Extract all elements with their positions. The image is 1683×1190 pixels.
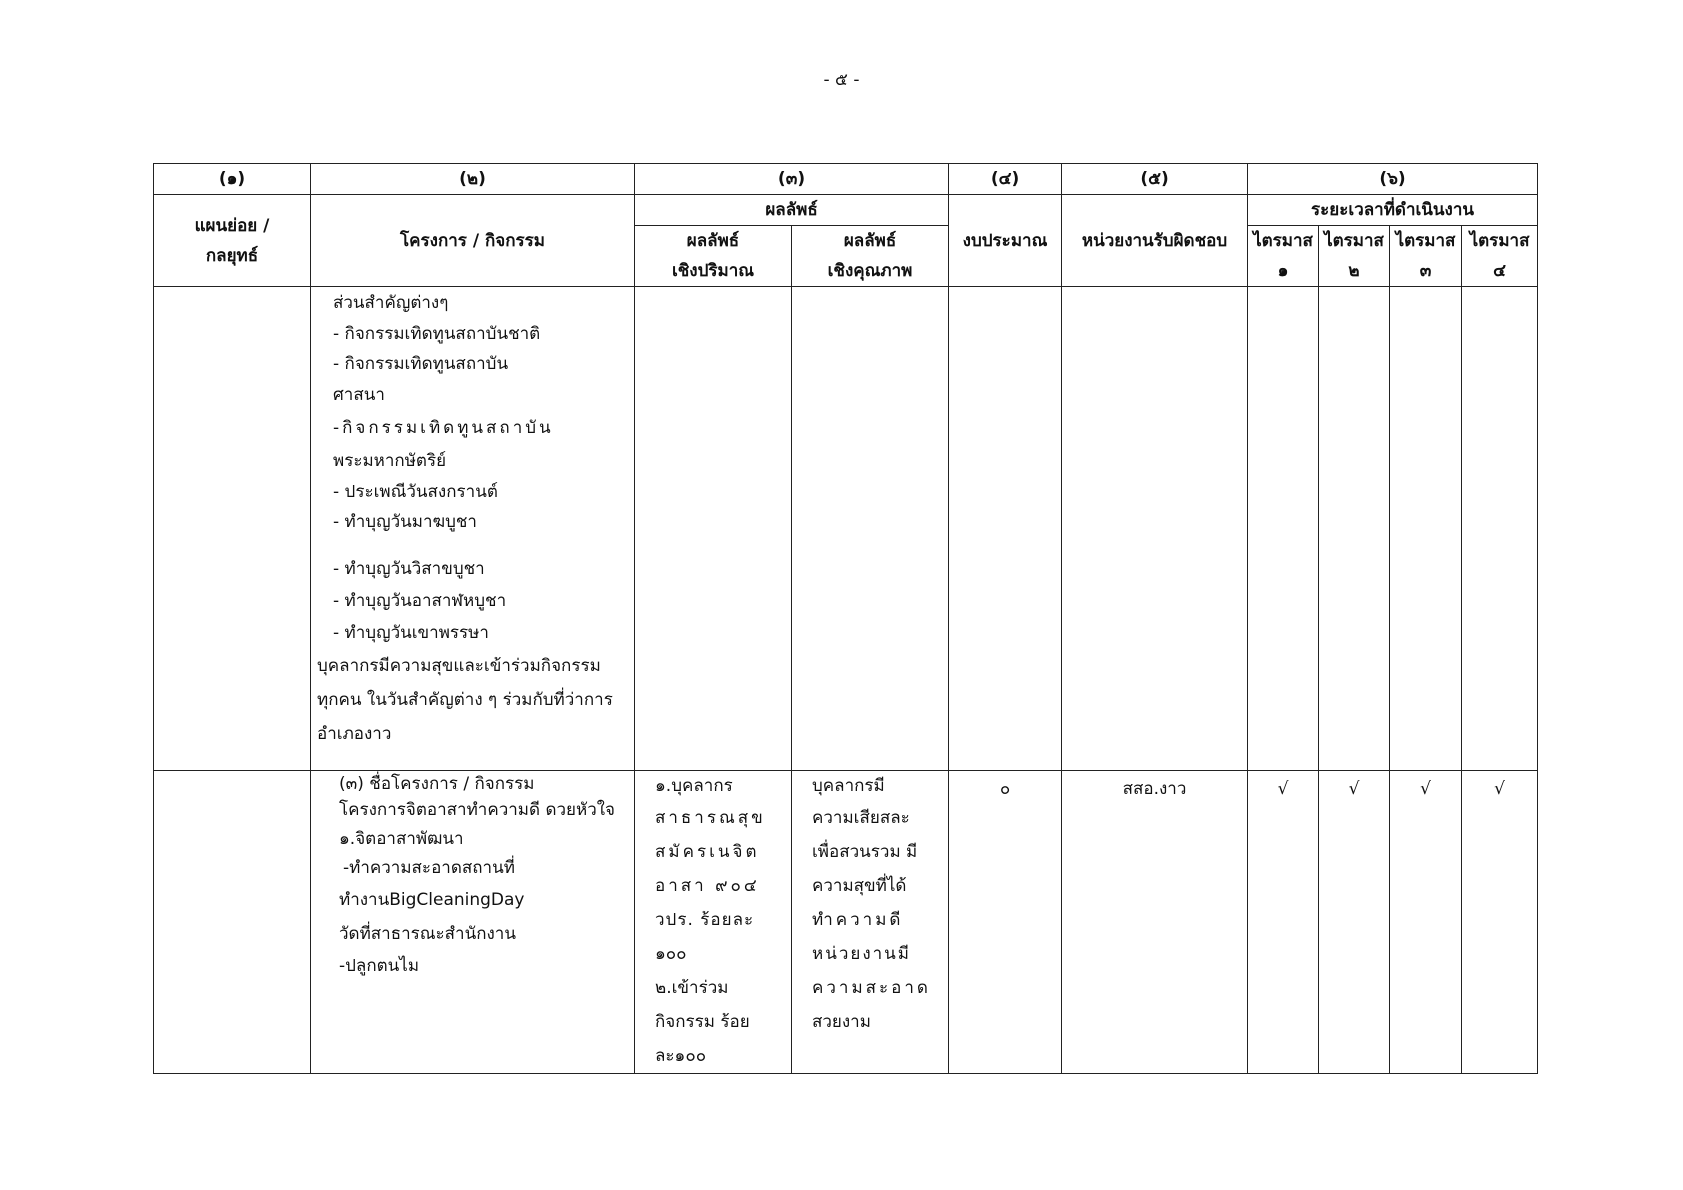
row1-project-line: ทุกคน ในวันสำคัญต่าง ๆ ร่วมกับที่ว่าการ bbox=[317, 690, 613, 710]
row2-quality-line: สวยงาม bbox=[812, 1012, 871, 1032]
plan-table bbox=[153, 163, 1538, 1074]
row1-quarter-3-cell bbox=[1390, 287, 1462, 771]
row2-quarter-1-cell bbox=[1248, 771, 1319, 1074]
row2-quality-cell bbox=[792, 771, 949, 1074]
row2-project-cell bbox=[311, 771, 635, 1074]
row2-quantity-line: สาธารณสุข bbox=[655, 808, 766, 828]
row2-quantity-line: วปร. ร้อยละ bbox=[655, 910, 755, 930]
row2-budget-cell bbox=[949, 771, 1062, 1074]
header-plan bbox=[154, 195, 311, 287]
row1-project-line: - ทำบุญวันเขาพรรษา bbox=[333, 623, 489, 643]
row1-project-cell bbox=[311, 287, 635, 771]
header-project: โครงการ / กิจกรรม bbox=[311, 195, 635, 287]
row2-quantity-line: อาสา ๙๐๔ bbox=[655, 876, 760, 896]
row1-quantity-cell bbox=[635, 287, 792, 771]
header-output: ผลลัพธ์ bbox=[635, 195, 949, 226]
row1-quarter-4-cell bbox=[1462, 287, 1538, 771]
row1-project-line: - กิจกรรมเทิดทูนสถาบัน bbox=[333, 354, 509, 374]
row2-quantity-line: ละ๑๐๐ bbox=[655, 1046, 707, 1066]
header-period: ระยะเวลาที่ดำเนินงาน bbox=[1248, 195, 1538, 226]
row2-quantity-line: กิจกรรม ร้อย bbox=[655, 1012, 750, 1032]
header-output-quantity-line-2: เชิงปริมาณ bbox=[635, 256, 792, 287]
row2-quantity-line: สมัครเนจิต bbox=[655, 842, 760, 862]
header-quarter-4-number: ๔ bbox=[1462, 256, 1538, 287]
row2-quality-line: ความสุขที่ได้ bbox=[812, 876, 907, 896]
row2-project-line: -ทำความสะอาดสถานที่ bbox=[343, 858, 515, 878]
row1-project-line: บุคลากรมีความสุขและเข้าร่วมกิจกรรม bbox=[317, 656, 601, 676]
row2-quality-line: ความเสียสละ bbox=[812, 808, 910, 828]
row1-project-line: - ประเพณีวันสงกรานต์ bbox=[333, 482, 498, 502]
row1-project-line: ศาสนา bbox=[333, 385, 385, 405]
header-quarter-4-label: ไตรมาส bbox=[1462, 226, 1538, 257]
row2-quality-line: ความสะอาด bbox=[812, 978, 931, 998]
header-output-quantity-line-1: ผลลัพธ์ bbox=[635, 226, 792, 257]
check-icon: √ bbox=[1494, 779, 1505, 799]
row1-project-line: อำเภองาว bbox=[317, 724, 392, 744]
row1-budget-cell bbox=[949, 287, 1062, 771]
row2-responsible-value: สสอ.งาว bbox=[1122, 779, 1187, 799]
row2-quality-line: หน่วยงานมี bbox=[812, 944, 912, 964]
row2-project-line: (๓) ชื่อโครงการ / กิจกรรม bbox=[339, 774, 535, 794]
col-number-2: (๒) bbox=[311, 164, 635, 195]
header-quarter-1-label: ไตรมาส bbox=[1248, 226, 1319, 257]
row1-project-line: ส่วนสำคัญต่างๆ bbox=[333, 293, 449, 313]
row1-project-line: พระมหากษัตริย์ bbox=[333, 451, 447, 471]
header-plan-line-2: กลยุทธ์ bbox=[205, 245, 259, 266]
row1-spacer bbox=[319, 537, 634, 553]
row2-quantity-line: ๑.บุคลากร bbox=[655, 776, 733, 796]
col-number-4: (๔) bbox=[949, 164, 1062, 195]
row1-project-line: - กิจกรรมเทิดทูนสถาบันชาติ bbox=[333, 324, 541, 344]
header-quarter-3-label: ไตรมาส bbox=[1390, 226, 1462, 257]
header-budget: งบประมาณ bbox=[949, 195, 1062, 287]
row2-quarter-3-cell bbox=[1390, 771, 1462, 1074]
row2-project-line: ทำงานBigCleaningDay bbox=[339, 890, 525, 910]
row1-plan-cell bbox=[154, 287, 311, 771]
header-quarter-3-number: ๓ bbox=[1390, 256, 1462, 287]
row1-project-line: - ทำบุญวันมาฆบูชา bbox=[333, 512, 477, 532]
check-icon: √ bbox=[1277, 779, 1289, 799]
table-row bbox=[154, 287, 1538, 771]
row2-project-line: โครงการจิตอาสาทำความดี ดวยหัวใจ bbox=[339, 800, 616, 820]
row2-quantity-line: ๑๐๐ bbox=[655, 944, 687, 964]
row2-quantity-cell bbox=[635, 771, 792, 1074]
row2-project-line: -ปลูกตนไม bbox=[339, 956, 420, 976]
header-quarter-2-number: ๒ bbox=[1319, 256, 1390, 287]
header-quarter-1-number: ๑ bbox=[1248, 256, 1319, 287]
header-plan-line-1: แผนย่อย / bbox=[194, 215, 270, 236]
row2-quality-line: ทำความดี bbox=[812, 910, 904, 930]
row1-project-line: -กิจกรรมเทิดทูนสถาบัน bbox=[333, 418, 554, 438]
header-output-quality-line-2: เชิงคุณภาพ bbox=[792, 256, 949, 287]
row1-quarter-1-cell bbox=[1248, 287, 1319, 771]
row2-quarter-2-cell bbox=[1319, 771, 1390, 1074]
col-number-3: (๓) bbox=[635, 164, 949, 195]
row2-project-line: วัดที่สาธารณะสำนักงาน bbox=[339, 924, 516, 944]
check-icon: √ bbox=[1348, 779, 1360, 799]
row1-project-line: - ทำบุญวันอาสาฬหบูชา bbox=[333, 591, 507, 611]
row2-quantity-line: ๒.เข้าร่วม bbox=[655, 978, 729, 998]
header-number-row bbox=[154, 164, 1538, 195]
row1-quality-cell bbox=[792, 287, 949, 771]
header-quarter-2-label: ไตรมาส bbox=[1319, 226, 1390, 257]
header-output-quality-line-1: ผลลัพธ์ bbox=[792, 226, 949, 257]
row1-quarter-2-cell bbox=[1319, 287, 1390, 771]
row1-project-line: - ทำบุญวันวิสาขบูชา bbox=[333, 559, 485, 579]
row1-responsible-cell bbox=[1062, 287, 1248, 771]
col-number-6: (๖) bbox=[1248, 164, 1538, 195]
row2-budget-value: ๐ bbox=[999, 779, 1011, 799]
page-number: - ๕ - bbox=[823, 70, 860, 90]
col-number-5: (๕) bbox=[1062, 164, 1248, 195]
header-title-row bbox=[154, 195, 1538, 226]
row2-quality-line: เพื่อสวนรวม มี bbox=[812, 842, 918, 862]
row2-plan-cell bbox=[154, 771, 311, 1074]
row2-responsible-cell bbox=[1062, 771, 1248, 1074]
header-responsible: หน่วยงานรับผิดชอบ bbox=[1062, 195, 1248, 287]
row2-quarter-4-cell bbox=[1462, 771, 1538, 1074]
table-row bbox=[154, 771, 1538, 1074]
row2-quality-line: บุคลากรมี bbox=[812, 776, 885, 796]
row2-project-line: ๑.จิตอาสาพัฒนา bbox=[339, 829, 464, 849]
col-number-1: (๑) bbox=[154, 164, 311, 195]
check-icon: √ bbox=[1420, 779, 1431, 799]
